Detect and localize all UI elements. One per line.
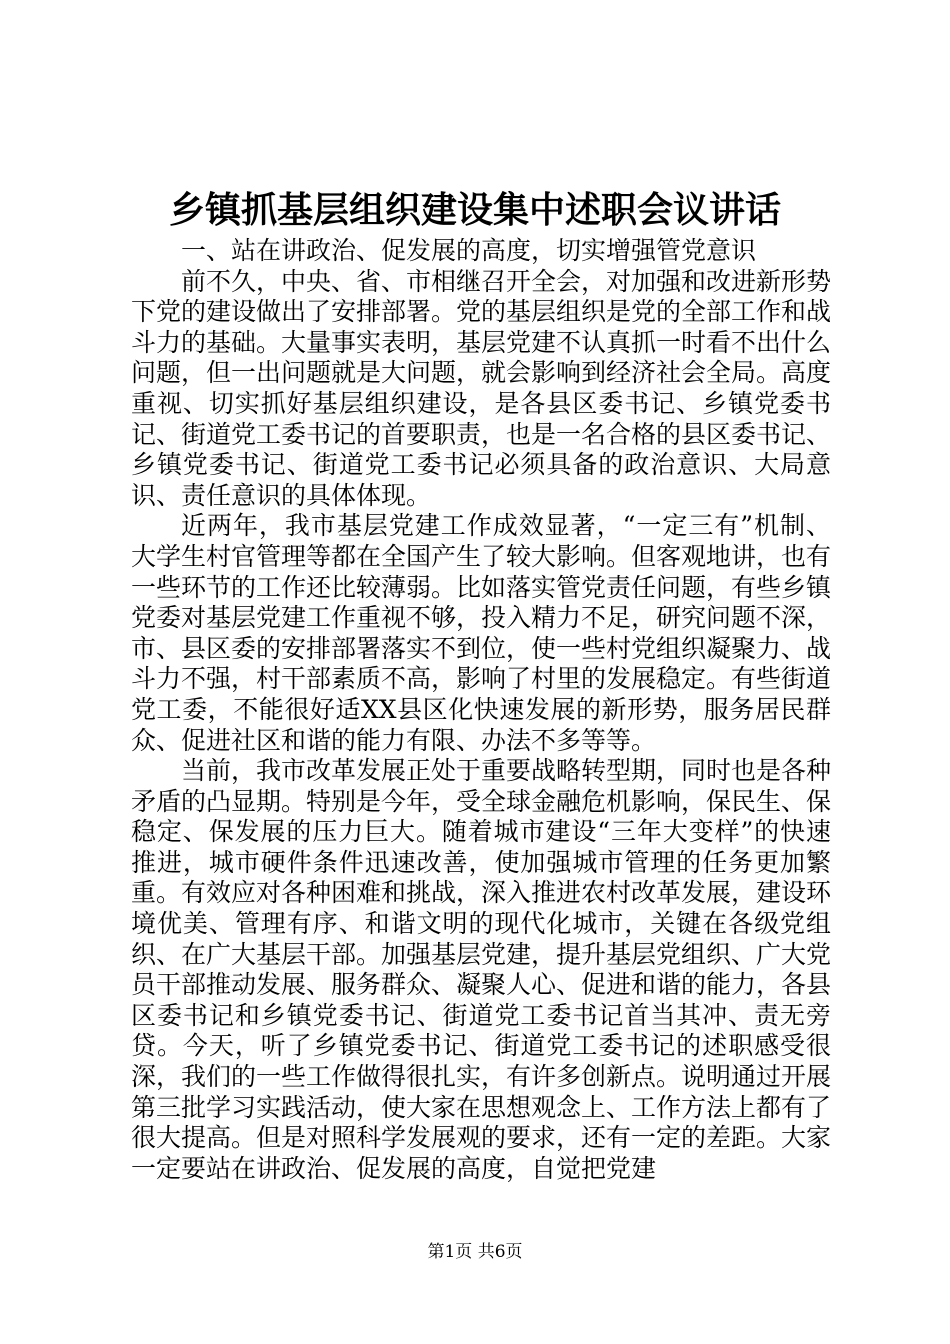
document-body (131, 236, 831, 1184)
paragraph: 前不久，中央、省、市相继召开全会，对加强和改进新形势下党的建设做出了安排部署。党的基层组织是党的全部工作和战斗力的基础。大量事实表明，基层党建不认真抓一时看不出什么问题，但一出问题就是大问题，就会影响到经济社会全局。高度重视、切实抓好基层组织建设，是各县区委书记、乡镇党委书记、街道党工委书记的首要职责，也是一名合格的县区委书记、乡镇党委书记、街道党工委书记必须具备的政治意识、大局意识、责任意识的具体体现。 (131, 266, 832, 510)
paragraph: 近两年，我市基层党建工作成效显著，“一定三有”机制、大学生村官管理等都在全国产生了较大影响。但客观地讲，也有一些环节的工作还比较薄弱。比如落实管党责任问题，有些乡镇党委对基层党建工作重视不够，投入精力不足，研究问题不深，市、县区委的安排部署落实不到位，使一些村党组织凝聚力、战斗力不强，村干部素质不高，影响了村里的发展稳定。有些街道党工委，不能很好适XX县区化快速发展的新形势，服务居民群众、促进社区和谐的能力有限、办法不多等等。 (131, 511, 832, 755)
document-title: 乡镇抓基层组织建设集中述职会议讲话 (168, 189, 781, 231)
page-footer: 第1页 共6页 (427, 1242, 523, 1262)
section-heading: 一、站在讲政治、促发展的高度，切实增强管党意识 (181, 236, 757, 265)
paragraph: 当前，我市改革发展正处于重要战略转型期，同时也是各种矛盾的凸显期。特别是今年，受全球金融危机影响，保民生、保稳定、保发展的压力巨大。随着城市建设“三年大变样”的快速推进，城市硬件条件迅速改善，使加强城市管理的任务更加繁重。有效应对各种困难和挑战，深入推进农村改革发展，建设环境优美、管理有序、和谐文明的现代化城市，关键在各级党组织、在广大基层干部。加强基层党建，提升基层党组织、广大党员干部推动发展、服务群众、凝聚人心、促进和谐的能力，各县区委书记和乡镇党委书记、街道党工委书记首当其冲、责无旁贷。今天，听了乡镇党委书记、街道党工委书记的述职感受很深，我们的一些工作做得很扎实，有许多创新点。说明通过开展第三批学习实践活动，使大家在思想观念上、工作方法上都有了很大提高。但是对照科学发展观的要求，还有一定的差距。大家一定要站在讲政治、促发展的高度，自觉把党建 (131, 756, 832, 1183)
